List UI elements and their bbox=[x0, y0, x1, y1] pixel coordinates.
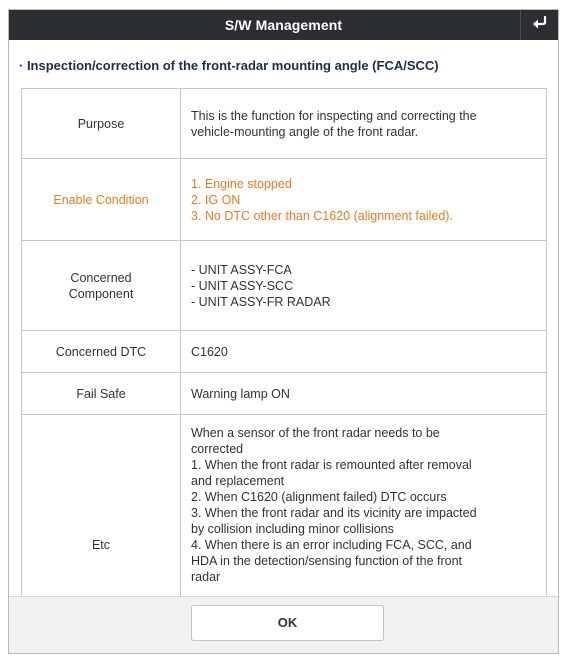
table-row-etc bbox=[22, 415, 547, 602]
etc-line: corrected bbox=[191, 442, 244, 456]
row-value-etc bbox=[181, 415, 547, 602]
purpose-line: This is the function for inspecting and correcting the bbox=[191, 108, 477, 123]
dialog-footer bbox=[9, 596, 558, 653]
row-value-concerned-component bbox=[181, 241, 547, 331]
row-label-concerned-component bbox=[22, 241, 181, 331]
row-value-purpose bbox=[181, 89, 547, 159]
etc-line: When a sensor of the front radar needs to be bbox=[191, 426, 440, 440]
enable-condition-line: 1. Engine stopped bbox=[191, 176, 292, 191]
component-line: - UNIT ASSY-FCA bbox=[191, 262, 292, 277]
table-row-fail-safe bbox=[22, 373, 547, 415]
info-table-scroll-area[interactable] bbox=[21, 88, 547, 601]
etc-line: HDA in the detection/sensing function of the front bbox=[191, 554, 463, 568]
etc-line: 4. When there is an error including FCA, SCC, and bbox=[191, 538, 472, 552]
etc-line: by collision including minor collisions bbox=[191, 522, 394, 536]
table-row-purpose bbox=[22, 89, 547, 159]
info-table bbox=[21, 88, 547, 601]
sw-management-dialog bbox=[8, 9, 559, 654]
purpose-line: vehicle-mounting angle of the front radar. bbox=[191, 124, 419, 139]
component-line: - UNIT ASSY-FR RADAR bbox=[191, 294, 331, 309]
concerned-component-label-line: Concerned bbox=[70, 270, 132, 285]
section-heading: · Inspection/correction of the front-radar mounting angle (FCA/SCC) bbox=[19, 58, 439, 73]
etc-line: 3. When the front radar and its vicinity are impacted bbox=[191, 506, 477, 520]
etc-line: 1. When the front radar is remounted after removal bbox=[191, 458, 472, 472]
table-row-concerned-dtc bbox=[22, 331, 547, 373]
row-value-enable-condition bbox=[181, 159, 547, 241]
ok-button[interactable]: OK bbox=[191, 605, 384, 641]
table-row-concerned-component bbox=[22, 241, 547, 331]
etc-line: radar bbox=[191, 570, 221, 584]
etc-line: 2. When C1620 (alignment failed) DTC occurs bbox=[191, 490, 447, 504]
window-title: S/W Management bbox=[224, 17, 343, 33]
return-arrow-icon bbox=[532, 16, 548, 35]
row-label-etc: Etc bbox=[22, 415, 181, 602]
enable-condition-line: 3. No DTC other than C1620 (alignment failed). bbox=[191, 208, 453, 223]
back-button[interactable] bbox=[520, 10, 558, 40]
component-line: - UNIT ASSY-SCC bbox=[191, 278, 294, 293]
row-label-enable-condition: Enable Condition bbox=[22, 159, 181, 241]
table-row-enable-condition bbox=[22, 159, 547, 241]
title-bar bbox=[9, 10, 558, 40]
row-label-fail-safe: Fail Safe bbox=[22, 373, 181, 415]
etc-line: and replacement bbox=[191, 474, 285, 488]
enable-condition-line: 2. IG ON bbox=[191, 192, 241, 207]
row-value-fail-safe: Warning lamp ON bbox=[181, 373, 547, 415]
row-label-concerned-dtc: Concerned DTC bbox=[22, 331, 181, 373]
row-value-concerned-dtc: C1620 bbox=[181, 331, 547, 373]
concerned-component-label-line: Component bbox=[68, 286, 134, 301]
row-label-purpose: Purpose bbox=[22, 89, 181, 159]
